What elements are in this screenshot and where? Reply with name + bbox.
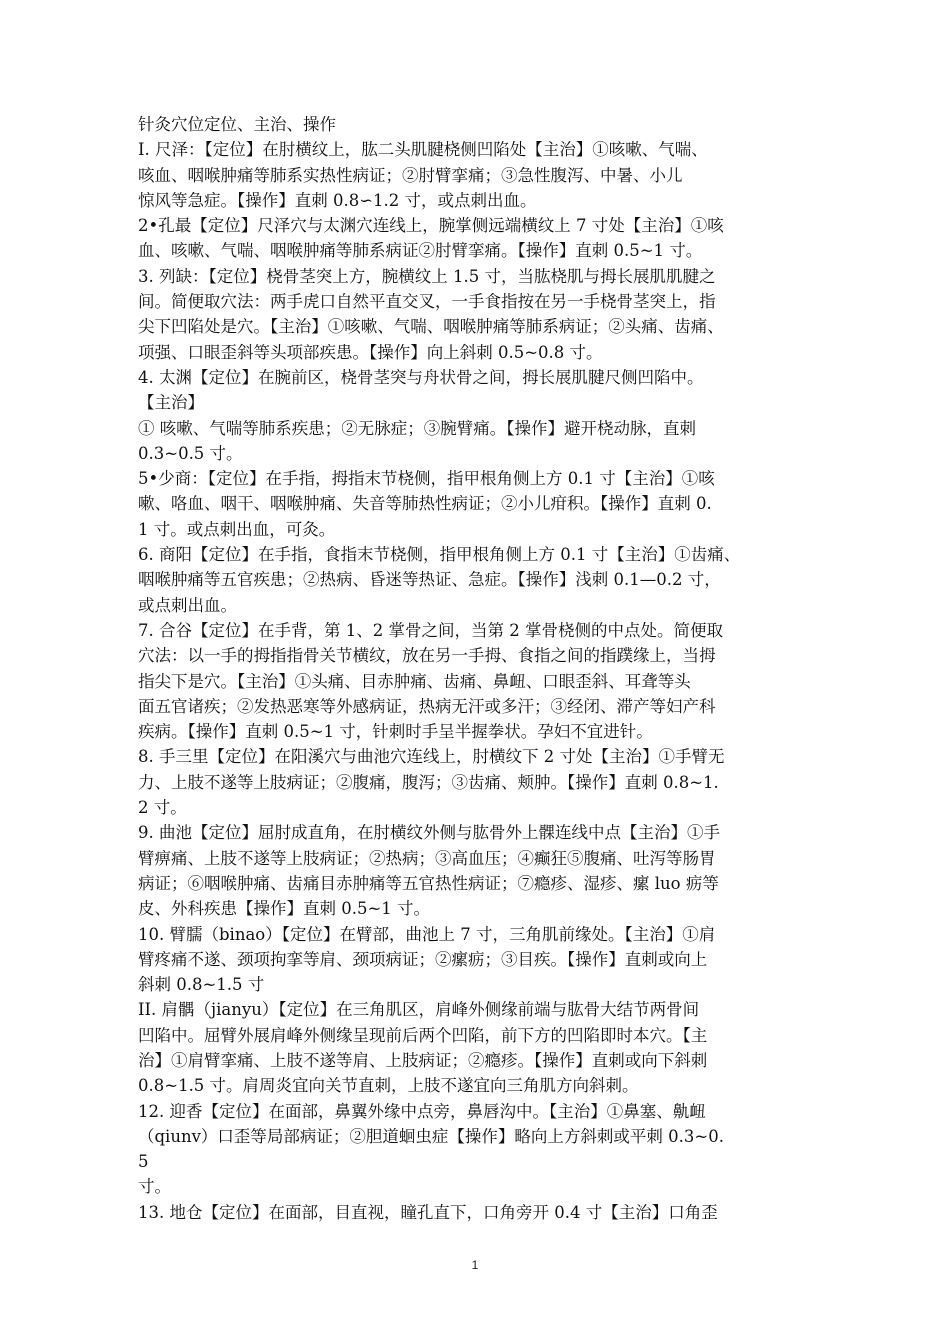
text-line: 惊风等急症。【操作】直刺 0.8∽1.2 寸，或点刺出血。: [138, 190, 537, 210]
text-line: 0.3~0.5 寸。: [138, 443, 243, 463]
text-line: （qiunv）口歪等局部病证；②胆道蛔虫症【操作】略向上方斜刺或平刺 0.3~0.: [138, 1126, 724, 1146]
text-line: 【主治】: [138, 393, 204, 413]
text-line: 指尖下是穴。【主治】①头痛、目赤肿痛、齿痛、鼻衄、口眼歪斜、耳聋等头: [138, 671, 691, 691]
text-line: 斜刺 0.8~1.5 寸: [138, 975, 265, 995]
text-line: 嗽、咯血、咽干、咽喉肿痛、失音等肺热性病证；②小儿疳积。【操作】直刺 0.: [138, 494, 712, 514]
text-line: 疾病。【操作】直刺 0.5~1 寸，针刺时手呈半握拳状。孕妇不宜进针。: [138, 722, 653, 742]
text-line: 13. 地仓【定位】在面部，目直视，瞳孔直下，口角旁开 0.4 寸【主治】口角歪: [138, 1202, 718, 1222]
text-line: 0.8~1.5 寸。肩周炎宜向关节直刺，上肢不遂宜向三角肌方向斜刺。: [138, 1076, 639, 1096]
text-line: 治】①肩臂挛痛、上肢不遂等肩、上肢病证；②瘾疹。【操作】直刺或向下斜刺: [138, 1050, 708, 1070]
document-title: 针灸穴位定位、主治、操作: [138, 115, 336, 134]
text-line: 力、上肢不遂等上肢病证；②腹痛，腹泻；③齿痛、颊肿。【操作】直刺 0.8~1.: [138, 772, 719, 792]
document-body: [138, 112, 828, 1225]
text-line: 血、咳嗽、气喘、咽喉肿痛等肺系病证②肘臂挛痛。【操作】直刺 0.5~1 寸。: [138, 241, 703, 261]
text-line: 8. 手三里【定位】在阳溪穴与曲池穴连线上，肘横纹下 2 寸处【主治】①手臂无: [138, 747, 725, 767]
text-line: 面五官诸疾；②发热恶寒等外感病证，热病无汗或多汗；③经闭、滞产等妇产科: [138, 696, 716, 716]
page-number: 1: [471, 1258, 479, 1272]
text-line: 9. 曲池【定位】屈肘成直角，在肘横纹外侧与肱骨外上髁连线中点【主治】①手: [138, 823, 720, 843]
text-line: 穴法：以一手的拇指指骨关节横纹，放在另一手拇、食指之间的指蹼缘上，当拇: [138, 646, 716, 666]
text-line: 咳血、咽喉肿痛等肺系实热性病证；②肘臂挛痛；③急性腹泻、中暑、小儿: [138, 165, 683, 185]
text-line: 2 寸。: [138, 798, 187, 818]
text-line: 臂疼痛不遂、颈项拘挛等肩、颈项病证；②瘰疬；③目疾。【操作】直刺或向上: [138, 949, 708, 969]
text-line: 咽喉肿痛等五官疾患；②热病、昏迷等热证、急症。【操作】浅刺 0.1—0.2 寸，: [138, 570, 721, 590]
text-line: 4. 太渊【定位】在腕前区，桡骨茎突与舟状骨之间，拇长展肌腱尺侧凹陷中。: [138, 367, 704, 387]
text-line: 3. 列缺：【定位】桡骨茎突上方，腕横纹上 1.5 寸，当肱桡肌与拇长展肌肌腱之: [138, 266, 716, 286]
text-line: 5: [138, 1152, 149, 1172]
text-line: I. 尺泽：【定位】在肘横纹上，肱二头肌腱桡侧凹陷处【主治】①咳嗽、气喘、: [138, 140, 708, 160]
text-line: 10. 臂臑（binao）【定位】在臂部，曲池上 7 寸，三角肌前缘处。【主治】①肩: [138, 924, 716, 944]
text-line: 6. 商阳【定位】在手指，食指末节桡侧，指甲根角侧上方 0.1 寸【主治】①齿痛、: [138, 545, 741, 565]
text-line: ① 咳嗽、气喘等肺系疾患；②无脉症；③腕臂痛。【操作】避开桡动脉，直刺: [138, 418, 696, 438]
text-line: 或点刺出血。: [138, 595, 237, 615]
text-line: 12. 迎香【定位】在面部，鼻翼外缘中点旁，鼻唇沟中。【主治】①鼻塞、鼽衄: [138, 1101, 706, 1121]
text-line: 7. 合谷【定位】在手背，第 1、2 掌骨之间，当第 2 掌骨桡侧的中点处。简便取: [138, 620, 723, 640]
text-line: II. 肩髃（jianyu）【定位】在三角肌区，肩峰外侧缘前端与肱骨大结节两骨间: [138, 1000, 700, 1020]
text-line: 臂痹痛、上肢不遂等上肢病证；②热病；③高血压；④癫狂⑤腹痛、吐泻等肠胃: [138, 848, 716, 868]
text-line: 病证；⑥咽喉肿痛、齿痛目赤肿痛等五官热性病证；⑦瘾疹、湿疹、瘰 luo 疬等: [138, 873, 719, 893]
text-line: 间。简便取穴法：两手虎口自然平直交叉，一手食指按在另一手桡骨茎突上，指: [138, 292, 716, 312]
text-line: 尖下凹陷处是穴。【主治】①咳嗽、气喘、咽喉肿痛等肺系病证；②头痛、齿痛、: [138, 317, 724, 337]
text-line: 2•孔最【定位】尺泽穴与太渊穴连线上，腕掌侧远端横纹上 7 寸处【主治】①咳: [138, 216, 724, 236]
text-line: 凹陷中。屈臂外展肩峰外侧缘呈现前后两个凹陷，前下方的凹陷即时本穴。【主: [138, 1025, 708, 1045]
text-line: 项强、口眼歪斜等头项部疾患。【操作】向上斜刺 0.5~0.8 寸。: [138, 342, 603, 362]
text-line: 寸。: [138, 1177, 171, 1197]
text-line: 1 寸。或点刺出血，可灸。: [138, 519, 336, 539]
text-line: 5•少商：【定位】在手指，拇指末节桡侧，指甲根角侧上方 0.1 寸【主治】①咳: [138, 469, 715, 489]
text-line: 皮、外科疾患【操作】直刺 0.5~1 寸。: [138, 899, 431, 919]
